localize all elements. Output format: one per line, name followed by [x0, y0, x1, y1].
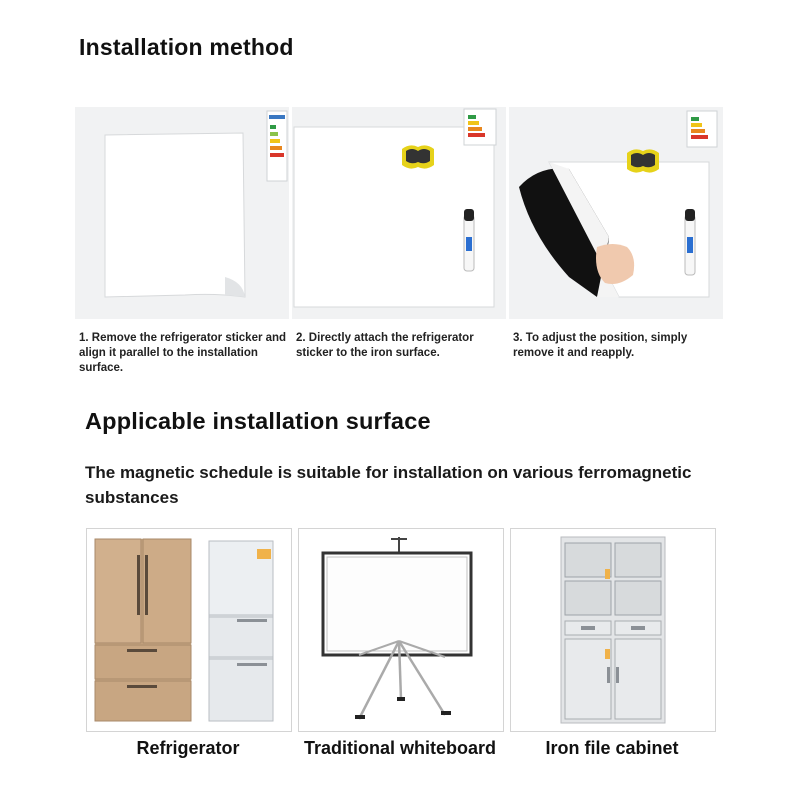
installation-title: Installation method	[79, 34, 294, 60]
refrigerator-panel	[86, 528, 292, 732]
file-cabinet-icon	[511, 529, 715, 731]
refrigerator-icon	[87, 529, 291, 731]
refrigerator-label: Refrigerator	[136, 738, 240, 758]
surfaces-subtitle: The magnetic schedule is suitable for installation on various ferromagnetic substances	[85, 463, 692, 507]
step-1-photo	[75, 107, 289, 319]
step-2-caption: 2. Directly attach the refrigerator sticker to the iron surface.	[296, 332, 474, 359]
file-cabinet-label: Iron file cabinet	[545, 738, 679, 758]
whiteboard-label: Traditional whiteboard	[303, 738, 496, 758]
step-2-illustration	[292, 107, 506, 319]
step-3-caption: 3. To adjust the position, simply remove it and reapply.	[513, 332, 688, 359]
step-3-photo	[509, 107, 723, 319]
step-1-illustration	[75, 107, 289, 319]
step-3-illustration	[509, 107, 723, 319]
step-2-photo	[292, 107, 506, 319]
surfaces-title: Applicable installation surface	[85, 408, 431, 434]
whiteboard-panel	[298, 528, 504, 732]
whiteboard-easel-icon	[299, 529, 503, 731]
file-cabinet-panel	[510, 528, 716, 732]
step-1-caption: 1. Remove the refrigerator sticker and align it parallel to the installation surface.	[79, 332, 287, 374]
